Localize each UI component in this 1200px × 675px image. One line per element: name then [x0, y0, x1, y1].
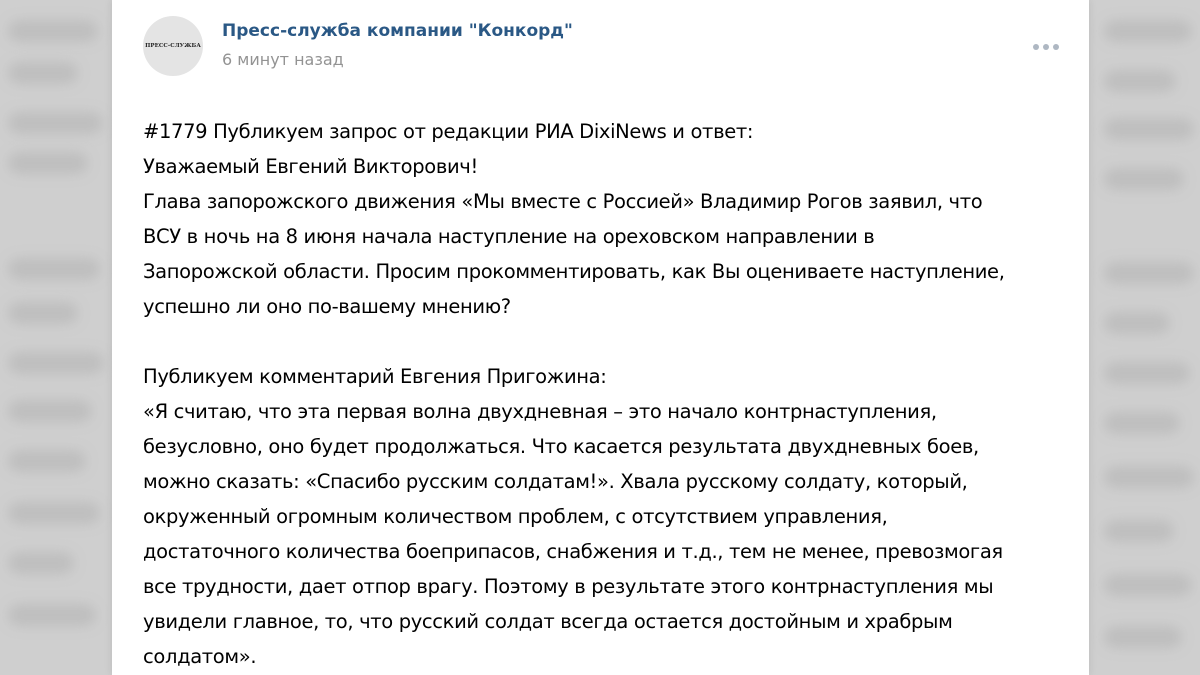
blurred-text [8, 62, 78, 84]
blurred-text [1104, 466, 1194, 488]
blurred-text [8, 552, 74, 574]
avatar-logo-text: ПРЕСС-СЛУЖБА [145, 43, 201, 49]
blurred-text [8, 112, 103, 134]
text-line: увидели главное, то, что русский солдат всегда остается достойным и храбрым [143, 610, 953, 633]
blurred-text [8, 450, 86, 472]
dot-icon [1043, 44, 1049, 50]
blurred-text [8, 302, 78, 324]
post-card [112, 0, 1089, 675]
author-link[interactable]: Пресс-служба компании "Конкорд" [222, 21, 573, 41]
dot-icon [1033, 44, 1039, 50]
blurred-text [8, 502, 100, 524]
more-horizontal-icon[interactable] [1029, 38, 1063, 56]
blurred-text [1104, 168, 1184, 190]
post-header [112, 0, 1089, 100]
text-line: успешно ли оно по-вашему мнению? [143, 295, 511, 318]
text-line: ВСУ в ночь на 8 июня начала наступление на ореховском направлении в [143, 225, 875, 248]
blurred-text [8, 152, 88, 174]
text-line: можно сказать: «Спасибо русским солдатам!». Хвала русскому солдату, который, [143, 470, 968, 493]
avatar[interactable] [143, 16, 203, 76]
blurred-text [8, 400, 92, 422]
text-line: солдатом». [143, 645, 257, 668]
blurred-text [1104, 520, 1174, 542]
blurred-text [8, 258, 100, 280]
blurred-text [1104, 20, 1192, 42]
text-line: Запорожской области. Просим прокомментировать, как Вы оцениваете наступление, [143, 260, 1005, 283]
text-line: Уважаемый Евгений Викторович! [143, 155, 478, 178]
dot-icon [1053, 44, 1059, 50]
blurred-text [8, 20, 98, 42]
blurred-text [8, 352, 104, 374]
text-line: Публикуем комментарий Евгения Пригожина: [143, 365, 607, 388]
blurred-text [1104, 412, 1180, 434]
text-line: Глава запорожского движения «Мы вместе с Россией» Владимир Рогов заявил, что [143, 190, 983, 213]
text-line: #1779 Публикуем запрос от редакции РИА DixiNews и ответ: [143, 120, 754, 143]
text-line: безусловно, оно будет продолжаться. Что касается результата двухдневных боев, [143, 435, 979, 458]
blurred-text [1104, 70, 1176, 92]
blurred-text [1104, 362, 1190, 384]
text-line: все трудности, дает отпор врагу. Поэтому в результате этого контрнаступления мы [143, 575, 994, 598]
blurred-text [1104, 118, 1194, 140]
blurred-text [1104, 626, 1182, 648]
blurred-text [1104, 312, 1170, 334]
blurred-text [1104, 574, 1192, 596]
blurred-text [1104, 262, 1194, 284]
post-text [143, 114, 1058, 674]
text-line: достаточного количества боеприпасов, снабжения и т.д., тем не менее, превозмогая [143, 540, 1003, 563]
text-line: окруженный огромным количеством проблем, с отсутствием управления, [143, 505, 888, 528]
blurred-text [8, 604, 96, 626]
text-line: «Я считаю, что эта первая волна двухдневная – это начало контрнаступления, [143, 400, 937, 423]
paragraph-gap [143, 324, 1058, 359]
post-timestamp[interactable]: 6 минут назад [222, 50, 344, 69]
